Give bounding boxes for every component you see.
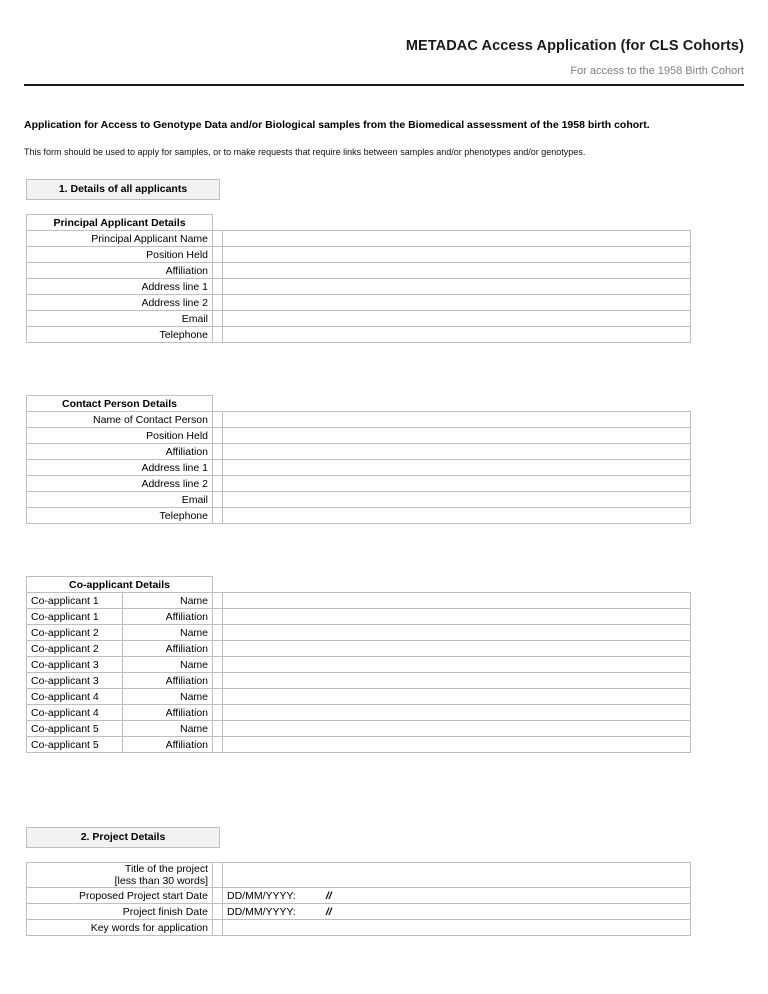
project-start-date-label: Proposed Project start Date [27, 888, 213, 904]
co-applicant-2-name-field[interactable] [223, 625, 691, 641]
co-applicant-field-label: Affiliation [123, 705, 213, 721]
table-row [27, 279, 691, 295]
field-label: Position Held [27, 428, 213, 444]
table-row [27, 231, 691, 247]
table-row [27, 721, 691, 737]
field-spacer [213, 705, 223, 721]
table-co-applicants [26, 576, 691, 753]
principal-applicant-name-field[interactable] [223, 231, 691, 247]
field-label: Principal Applicant Name [27, 231, 213, 247]
field-spacer [213, 863, 223, 888]
field-spacer [213, 263, 223, 279]
table-row [27, 444, 691, 460]
contact-person-heading: Contact Person Details [27, 396, 213, 412]
field-spacer [213, 593, 223, 609]
field-spacer [213, 476, 223, 492]
table-row [27, 705, 691, 721]
project-finish-date-label: Project finish Date [27, 904, 213, 920]
table-row [27, 609, 691, 625]
table-row [27, 673, 691, 689]
page-title: METADAC Access Application (for CLS Cohorts) [405, 38, 744, 54]
table-project-details [26, 862, 691, 936]
contact-person-address2-field[interactable] [223, 476, 691, 492]
table-row [27, 295, 691, 311]
co-applicant-who: Co-applicant 3 [27, 673, 123, 689]
co-applicant-who: Co-applicant 5 [27, 721, 123, 737]
field-spacer [213, 247, 223, 263]
project-keywords-label: Key words for application [27, 920, 213, 936]
table-row [27, 737, 691, 753]
co-applicant-1-name-field[interactable] [223, 593, 691, 609]
co-applicant-field-label: Name [123, 721, 213, 737]
section-heading-applicants: 1. Details of all applicants [26, 179, 220, 200]
start-date-format: DD/MM/YYYY: [227, 889, 296, 902]
co-applicant-field-label: Affiliation [123, 737, 213, 753]
table-row [27, 888, 691, 904]
start-date-slashes: // [325, 889, 332, 902]
field-spacer [213, 737, 223, 753]
co-applicant-5-affiliation-field[interactable] [223, 737, 691, 753]
table-row [27, 476, 691, 492]
project-title-field[interactable] [223, 863, 691, 888]
co-applicant-who: Co-applicant 2 [27, 641, 123, 657]
co-applicant-5-name-field[interactable] [223, 721, 691, 737]
contact-person-telephone-field[interactable] [223, 508, 691, 524]
principal-applicant-address1-field[interactable] [223, 279, 691, 295]
field-spacer [213, 625, 223, 641]
contact-person-affiliation-field[interactable] [223, 444, 691, 460]
field-label: Email [27, 311, 213, 327]
table-row [27, 508, 691, 524]
co-applicant-field-label: Affiliation [123, 673, 213, 689]
field-label: Affiliation [27, 444, 213, 460]
co-applicant-field-label: Name [123, 689, 213, 705]
section-heading-project: 2. Project Details [26, 827, 220, 848]
co-applicant-field-label: Name [123, 657, 213, 673]
field-spacer [213, 888, 223, 904]
project-title-label [27, 863, 213, 888]
table-row [27, 593, 691, 609]
field-label: Telephone [27, 327, 213, 343]
document-header [24, 0, 744, 77]
table-row [27, 641, 691, 657]
finish-date-slashes: // [325, 905, 332, 918]
co-applicant-field-label: Name [123, 625, 213, 641]
table-row [27, 412, 691, 428]
co-applicant-3-name-field[interactable] [223, 657, 691, 673]
co-applicant-who: Co-applicant 5 [27, 737, 123, 753]
field-spacer [213, 904, 223, 920]
principal-applicant-email-field[interactable] [223, 311, 691, 327]
field-spacer [213, 327, 223, 343]
contact-person-address1-field[interactable] [223, 460, 691, 476]
table-row [27, 396, 691, 412]
field-spacer [213, 231, 223, 247]
table-row [27, 577, 691, 593]
field-spacer [213, 444, 223, 460]
table-row [27, 689, 691, 705]
co-applicant-heading: Co-applicant Details [27, 577, 213, 593]
field-label: Name of Contact Person [27, 412, 213, 428]
field-label: Address line 2 [27, 476, 213, 492]
co-applicant-who: Co-applicant 4 [27, 705, 123, 721]
field-spacer [213, 657, 223, 673]
field-label: Email [27, 492, 213, 508]
field-spacer [213, 508, 223, 524]
page-subtitle: For access to the 1958 Birth Cohort [570, 65, 744, 77]
co-applicant-4-name-field[interactable] [223, 689, 691, 705]
table-row [27, 263, 691, 279]
spacer [24, 343, 744, 381]
table-row [27, 311, 691, 327]
project-finish-date-field[interactable] [223, 904, 691, 920]
field-spacer [213, 673, 223, 689]
co-applicant-1-affiliation-field[interactable] [223, 609, 691, 625]
intro-headline: Application for Access to Genotype Data and/or Biological samples from the Biomedical assessment of the 1958 birth cohort. [24, 119, 650, 131]
table-contact-person [26, 395, 691, 524]
field-spacer [213, 689, 223, 705]
contact-person-email-field[interactable] [223, 492, 691, 508]
field-label: Address line 2 [27, 295, 213, 311]
field-spacer [213, 492, 223, 508]
co-applicant-who: Co-applicant 1 [27, 609, 123, 625]
principal-applicant-affiliation-field[interactable] [223, 263, 691, 279]
field-spacer [213, 412, 223, 428]
header-divider [24, 84, 744, 86]
table-row [27, 247, 691, 263]
field-label: Telephone [27, 508, 213, 524]
principal-applicant-position-field[interactable] [223, 247, 691, 263]
table-principal-applicant [26, 214, 691, 343]
project-title-label-line2: [less than 30 words] [114, 875, 208, 887]
co-applicant-field-label: Affiliation [123, 609, 213, 625]
field-label: Position Held [27, 247, 213, 263]
table-row [27, 625, 691, 641]
field-spacer [213, 311, 223, 327]
co-applicant-field-label: Affiliation [123, 641, 213, 657]
table-row [27, 460, 691, 476]
spacer [24, 753, 744, 805]
field-spacer [213, 641, 223, 657]
co-applicant-2-affiliation-field[interactable] [223, 641, 691, 657]
intro-block [24, 119, 744, 157]
intro-note: This form should be used to apply for samples, or to make requests that require links between samples and/or phenotypes and/or genotypes. [24, 147, 586, 157]
table-row [27, 657, 691, 673]
field-spacer [213, 460, 223, 476]
project-keywords-field[interactable] [223, 920, 691, 936]
table-row [27, 904, 691, 920]
contact-person-position-field[interactable] [223, 428, 691, 444]
principal-applicant-heading: Principal Applicant Details [27, 215, 213, 231]
field-spacer [213, 428, 223, 444]
field-spacer [213, 279, 223, 295]
table-row [27, 215, 691, 231]
table-row [27, 920, 691, 936]
co-applicant-who: Co-applicant 2 [27, 625, 123, 641]
field-spacer [213, 609, 223, 625]
spacer [24, 524, 744, 562]
table-row [27, 863, 691, 888]
table-row [27, 327, 691, 343]
principal-applicant-address2-field[interactable] [223, 295, 691, 311]
principal-applicant-telephone-field[interactable] [223, 327, 691, 343]
co-applicant-3-affiliation-field[interactable] [223, 673, 691, 689]
co-applicant-who: Co-applicant 1 [27, 593, 123, 609]
finish-date-format: DD/MM/YYYY: [227, 905, 296, 918]
co-applicant-who: Co-applicant 3 [27, 657, 123, 673]
field-label: Address line 1 [27, 460, 213, 476]
field-label: Address line 1 [27, 279, 213, 295]
field-label: Affiliation [27, 263, 213, 279]
co-applicant-who: Co-applicant 4 [27, 689, 123, 705]
table-row [27, 492, 691, 508]
project-start-date-field[interactable] [223, 888, 691, 904]
co-applicant-field-label: Name [123, 593, 213, 609]
co-applicant-4-affiliation-field[interactable] [223, 705, 691, 721]
field-spacer [213, 295, 223, 311]
project-title-label-line1: Title of the project [124, 863, 208, 875]
field-spacer [213, 721, 223, 737]
field-spacer [213, 920, 223, 936]
contact-person-name-field[interactable] [223, 412, 691, 428]
table-row [27, 428, 691, 444]
